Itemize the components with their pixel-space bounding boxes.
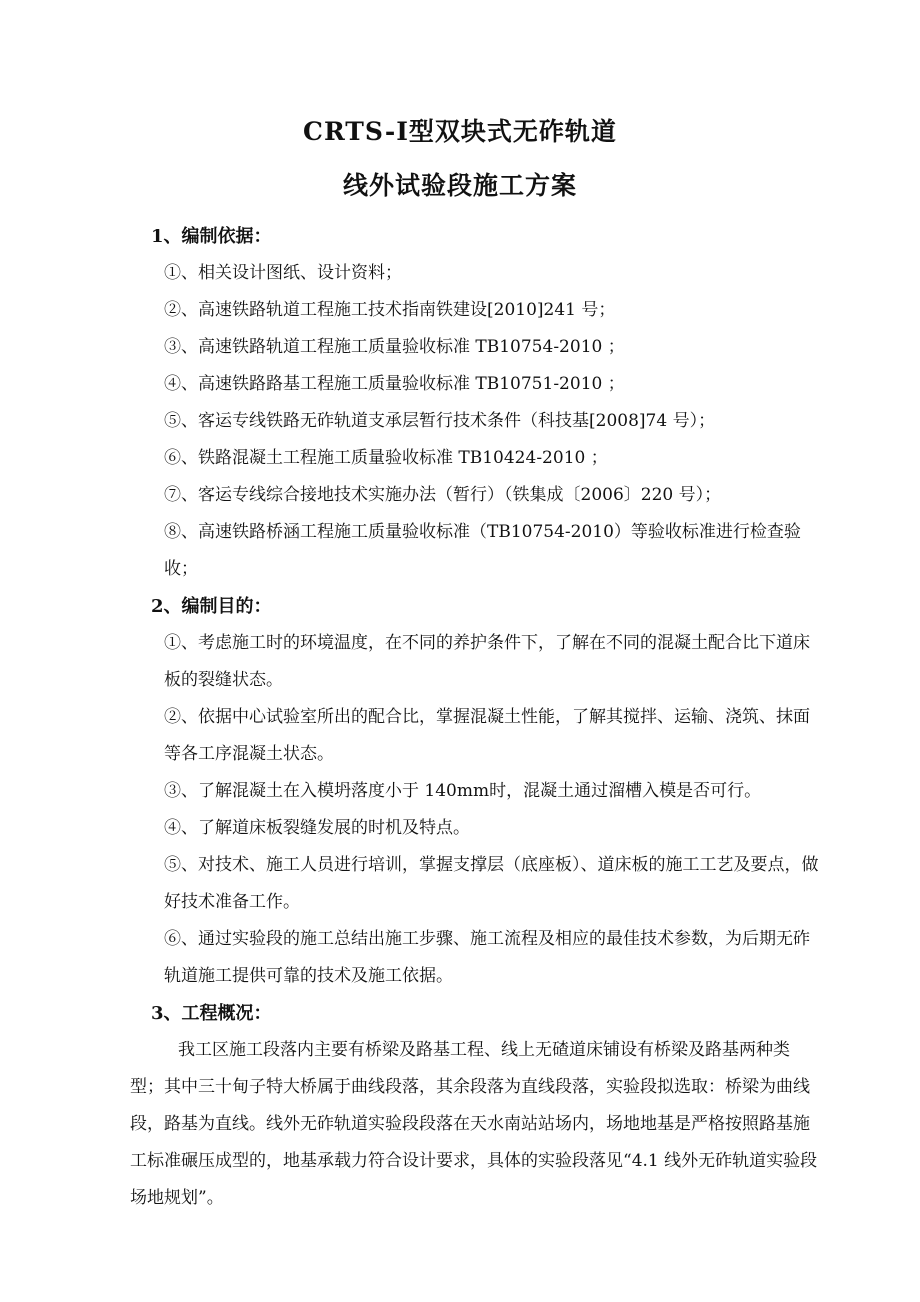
basis-item-4: ④、高速铁路路基工程施工质量验收标准 TB10751-2010 ； [164,374,625,394]
purpose-item-3: ③、了解混凝土在入模坍落度小于 140mm时，混凝土通过溜槽入模是否可行。 [164,781,762,801]
document-body [130,218,820,1217]
basis-item-5: ⑤、客运专线铁路无砟轨道支承层暂行技术条件（科技基[2008]74 号）； [164,411,716,431]
basis-item-8: ⑧、高速铁路桥涵工程施工质量验收标准（TB10754-2010）等验收标准进行检查验收； [164,522,801,579]
section-heading-basis: 1、编制依据： [151,226,272,247]
basis-item-6: ⑥、铁路混凝土工程施工质量验收标准 TB10424-2010 ； [164,448,608,468]
section-heading-overview: 3、工程概况： [151,1003,272,1024]
purpose-item-5: ⑤、对技术、施工人员进行培训，掌握支撑层（底座板）、道床板的施工工艺及要点，做好技术准备工作。 [164,855,819,912]
document-title-line-1: CRTS-Ⅰ型双块式无砟轨道 [303,117,617,146]
basis-item-2: ②、高速铁路轨道工程施工技术指南铁建设[2010]241 号； [164,300,616,320]
purpose-item-6: ⑥、通过实验段的施工总结出施工步骤、施工流程及相应的最佳技术参数，为后期无砟轨道施工提供可靠的技术及施工依据。 [164,929,810,986]
basis-item-7: ⑦、客运专线综合接地技术实施办法（暂行）（铁集成〔2006〕220 号）； [164,485,722,505]
purpose-item-1: ①、考虑施工时的环境温度，在不同的养护条件下，了解在不同的混凝土配合比下道床板的裂缝状态。 [164,633,810,690]
basis-item-3: ③、高速铁路轨道工程施工质量验收标准 TB10754-2010 ； [164,337,625,357]
document-title-line-2: 线外试验段施工方案 [342,171,577,200]
basis-item-1: ①、相关设计图纸、设计资料； [164,263,402,283]
purpose-item-2: ②、依据中心试验室所出的配合比，掌握混凝土性能，了解其搅拌、运输、浇筑、抹面等各工序混凝土状态。 [164,707,810,764]
section-heading-purpose: 2、编制目的： [151,596,272,617]
overview-paragraph: 我工区施工段落内主要有桥梁及路基工程、线上无碴道床铺设有桥梁及路基两种类型；其中三十甸子特大桥属于曲线段落，其余段落为直线段落，实验段拟选取：桥梁为曲线段，路基为直线。线外无砟轨道实验段段落在天水南站站场内，场地地基是严格按照路基施工标准碾压成型的，地基承载力符合设计要求，具体的实验段落见“4.1 线外无砟轨道实验段场地规划”。 [130,1040,818,1208]
purpose-item-4: ④、了解道床板裂缝发展的时机及特点。 [164,818,470,838]
